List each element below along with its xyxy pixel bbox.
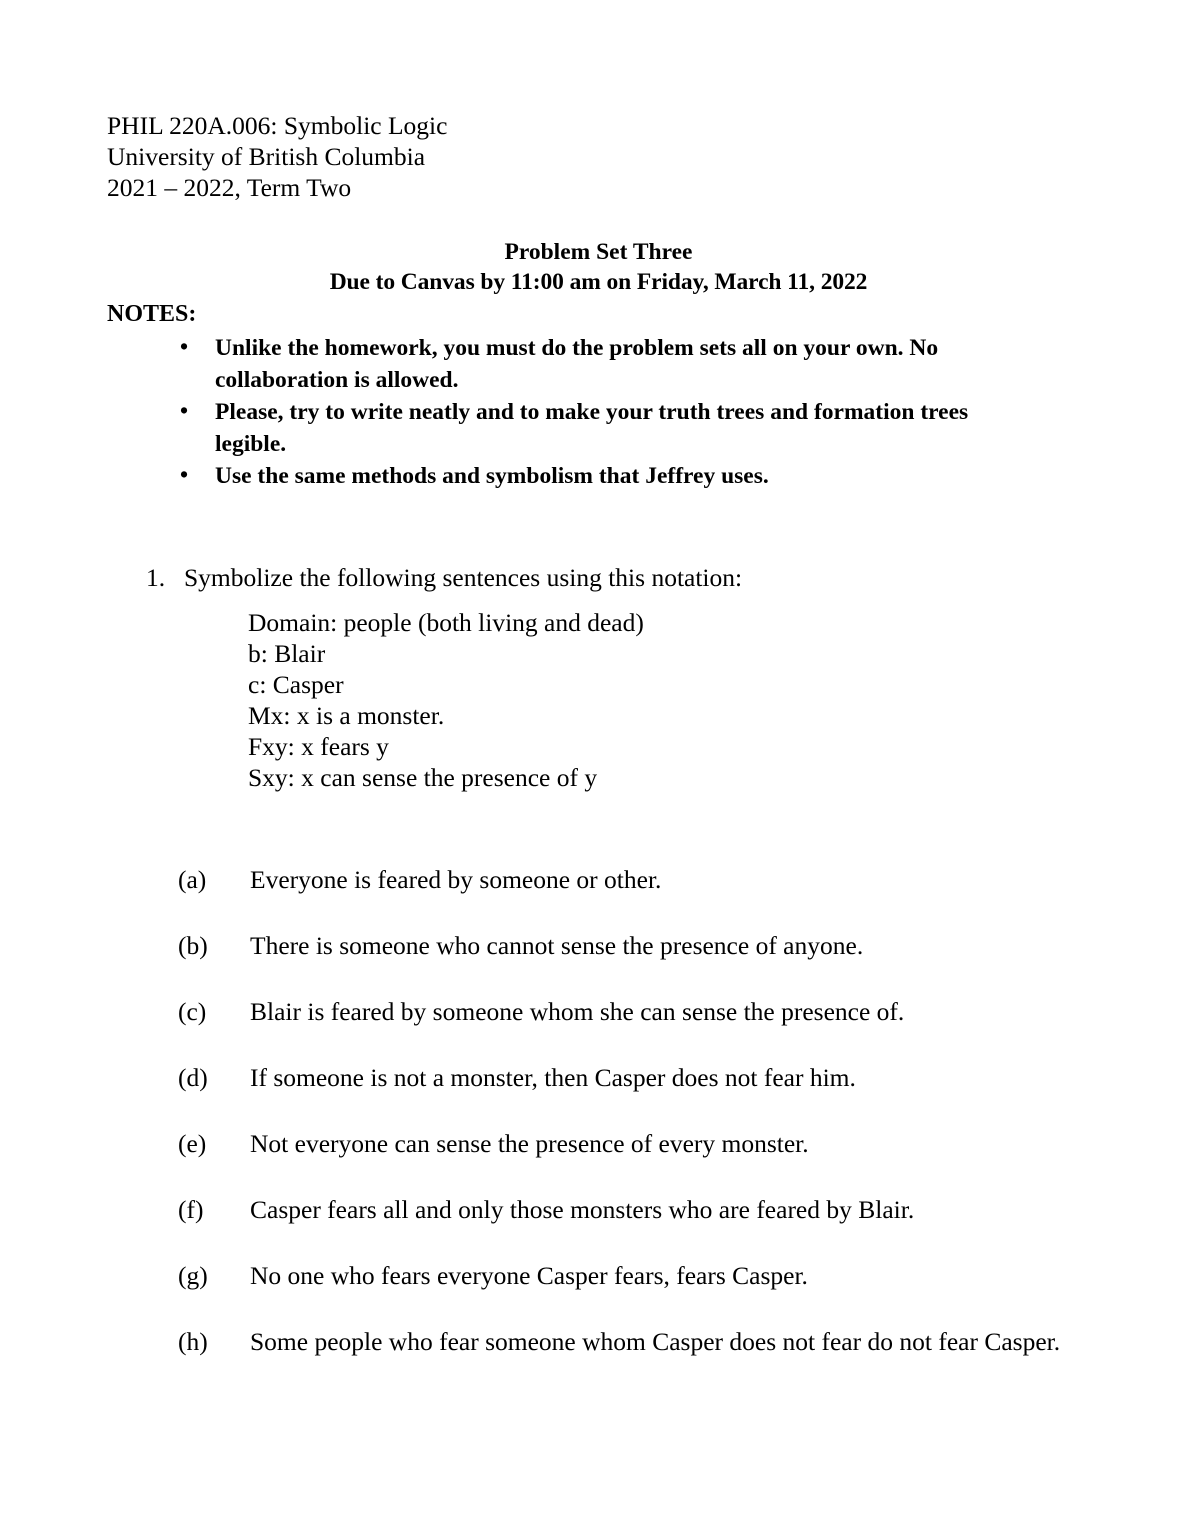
subitem-text: No one who fears everyone Casper fears, fears Casper.: [250, 1261, 808, 1290]
notation-line-domain: Domain: people (both living and dead): [248, 608, 644, 637]
question-1: [146, 562, 966, 593]
question-1-number: 1.: [146, 563, 166, 592]
notes-list-item-text: Please, try to write neatly and to make your truth trees and formation trees legible.: [215, 399, 969, 457]
notes-list: [176, 332, 1021, 492]
subitem-text: Not everyone can sense the presence of every monster.: [250, 1129, 809, 1158]
assignment-due-date: Due to Canvas by 11:00 am on Friday, March 11, 2022: [329, 269, 868, 295]
notation-line-mx: Mx: x is a monster.: [248, 701, 445, 730]
subitem-g: [178, 1260, 1098, 1326]
subitem-text: Everyone is feared by someone or other.: [250, 865, 662, 894]
subitem-d: [178, 1062, 1098, 1128]
question-1-prompt: Symbolize the following sentences using this notation:: [184, 563, 743, 592]
notes-heading: NOTES:: [107, 301, 197, 327]
subitem-text: There is someone who cannot sense the presence of anyone.: [250, 931, 864, 960]
subitem-a: [178, 864, 1098, 930]
subitem-label: (f): [178, 1195, 204, 1224]
subitem-f: [178, 1194, 1098, 1260]
subitem-label: (a): [178, 865, 207, 894]
subitem-label: (c): [178, 997, 207, 1026]
bullet-icon: •: [180, 398, 189, 423]
notes-list-item: [176, 332, 1021, 396]
subitem-label: (g): [178, 1261, 208, 1290]
term-line: 2021 – 2022, Term Two: [107, 173, 352, 202]
subitem-label: (b): [178, 931, 208, 960]
assignment-title: Problem Set Three: [504, 239, 693, 265]
notation-line-b: b: Blair: [248, 639, 326, 668]
notation-line-sxy: Sxy: x can sense the presence of y: [248, 763, 598, 792]
subitem-h: [178, 1326, 1098, 1392]
subitem-text: Some people who fear someone whom Casper does not fear do not fear Casper.: [250, 1327, 1061, 1356]
notes-list-item: [176, 460, 1021, 492]
notes-list-item-text: Use the same methods and symbolism that Jeffrey uses.: [215, 463, 769, 489]
subitem-c: [178, 996, 1098, 1062]
bullet-icon: •: [180, 462, 189, 487]
question-1-subitems: [178, 864, 1098, 1392]
notation-key-block: [248, 607, 868, 793]
notation-line-c: c: Casper: [248, 670, 344, 699]
subitem-text: Blair is feared by someone whom she can sense the presence of.: [250, 997, 905, 1026]
course-title-line: PHIL 220A.006: Symbolic Logic: [107, 111, 448, 140]
notation-line-fxy: Fxy: x fears y: [248, 732, 389, 761]
subitem-label: (h): [178, 1327, 208, 1356]
notes-list-item: [176, 396, 1021, 460]
subitem-label: (d): [178, 1063, 208, 1092]
notes-list-item-text: Unlike the homework, you must do the problem sets all on your own. No collaboration is allowed.: [215, 335, 939, 393]
subitem-text: Casper fears all and only those monsters who are feared by Blair.: [250, 1195, 915, 1224]
subitem-label: (e): [178, 1129, 207, 1158]
assignment-title-block: [107, 237, 1090, 297]
subitem-b: [178, 930, 1098, 996]
institution-line: University of British Columbia: [107, 142, 426, 171]
subitem-text: If someone is not a monster, then Casper does not fear him.: [250, 1063, 856, 1092]
subitem-e: [178, 1128, 1098, 1194]
course-header-block: [107, 110, 807, 203]
bullet-icon: •: [180, 334, 189, 359]
